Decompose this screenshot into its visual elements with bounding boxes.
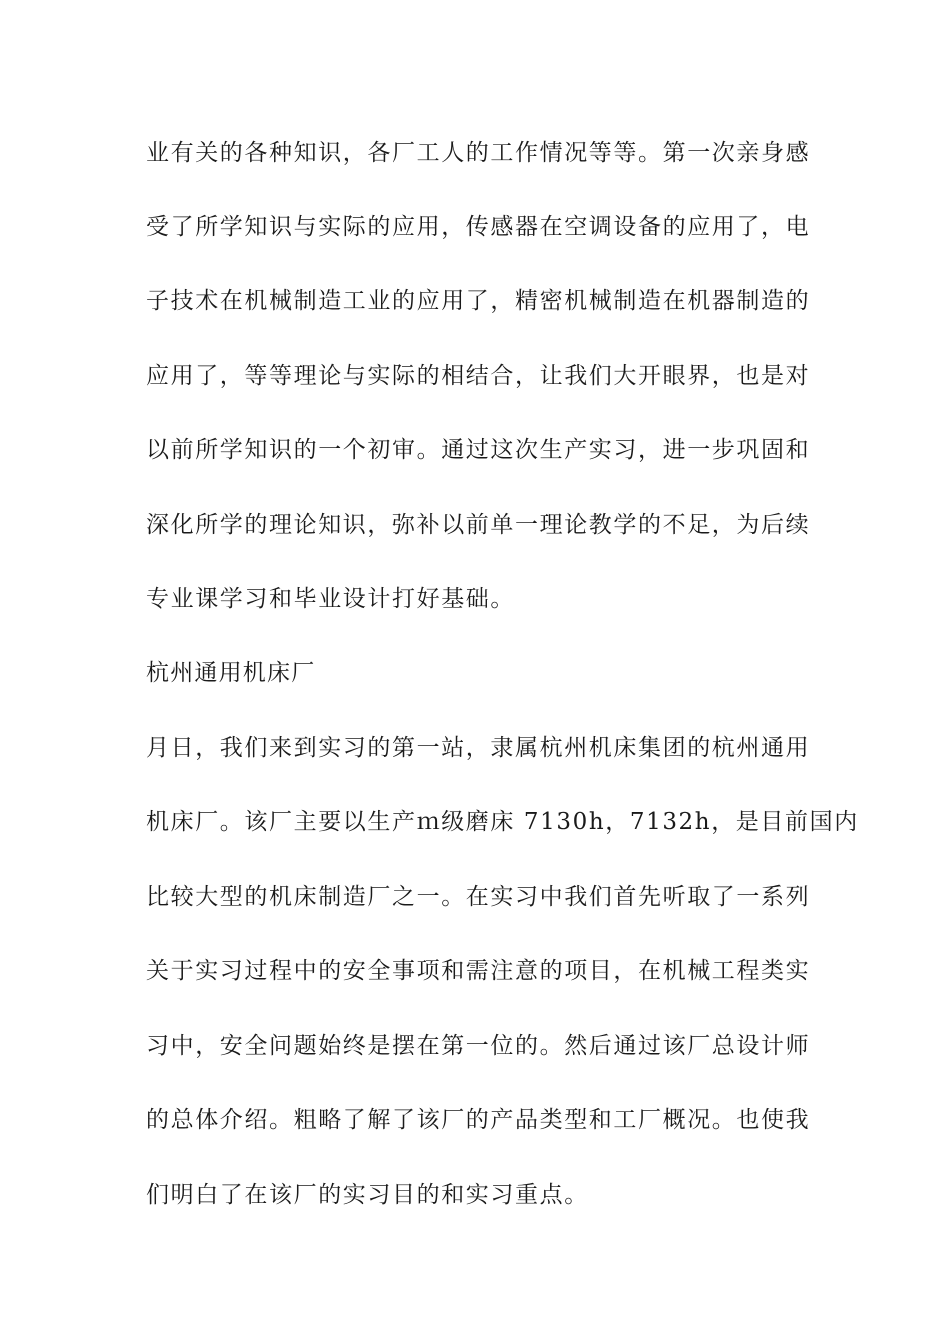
section-heading: 杭州通用机床厂 xyxy=(146,660,316,686)
paragraph-1-line-5: 以前所学知识的一个初审。通过这次生产实习，进一步巩固和 xyxy=(146,437,811,463)
paragraph-2-line-1: 月日，我们来到实习的第一站，隶属杭州机床集团的杭州通用 xyxy=(146,735,811,761)
paragraph-1-line-4: 应用了，等等理论与实际的相结合，让我们大开眼界，也是对 xyxy=(146,363,811,389)
paragraph-1-line-1: 业有关的各种知识，各厂工人的工作情况等等。第一次亲身感 xyxy=(146,140,811,166)
paragraph-2-line-3: 比较大型的机床制造厂之一。在实习中我们首先听取了一系列 xyxy=(146,884,811,910)
paragraph-1-line-7: 专业课学习和毕业设计打好基础。 xyxy=(146,586,515,612)
paragraph-2-line-2: 机床厂。该厂主要以生产ｍ级磨床 7130h，7132h，是目前国内 xyxy=(146,809,859,835)
paragraph-2-line-7: 们明白了在该厂的实习目的和实习重点。 xyxy=(146,1182,589,1208)
paragraph-2-line-5: 习中，安全问题始终是摆在第一位的。然后通过该厂总设计师 xyxy=(146,1033,811,1059)
paragraph-1-line-6: 深化所学的理论知识，弥补以前单一理论教学的不足，为后续 xyxy=(146,512,811,538)
paragraph-1-line-2: 受了所学知识与实际的应用，传感器在空调设备的应用了，电 xyxy=(146,214,811,240)
paragraph-1-line-3: 子技术在机械制造工业的应用了，精密机械制造在机器制造的 xyxy=(146,288,811,314)
paragraph-2-line-4: 关于实习过程中的安全事项和需注意的项目，在机械工程类实 xyxy=(146,958,811,984)
paragraph-2-line-6: 的总体介绍。粗略了解了该厂的产品类型和工厂概况。也使我 xyxy=(146,1107,811,1133)
